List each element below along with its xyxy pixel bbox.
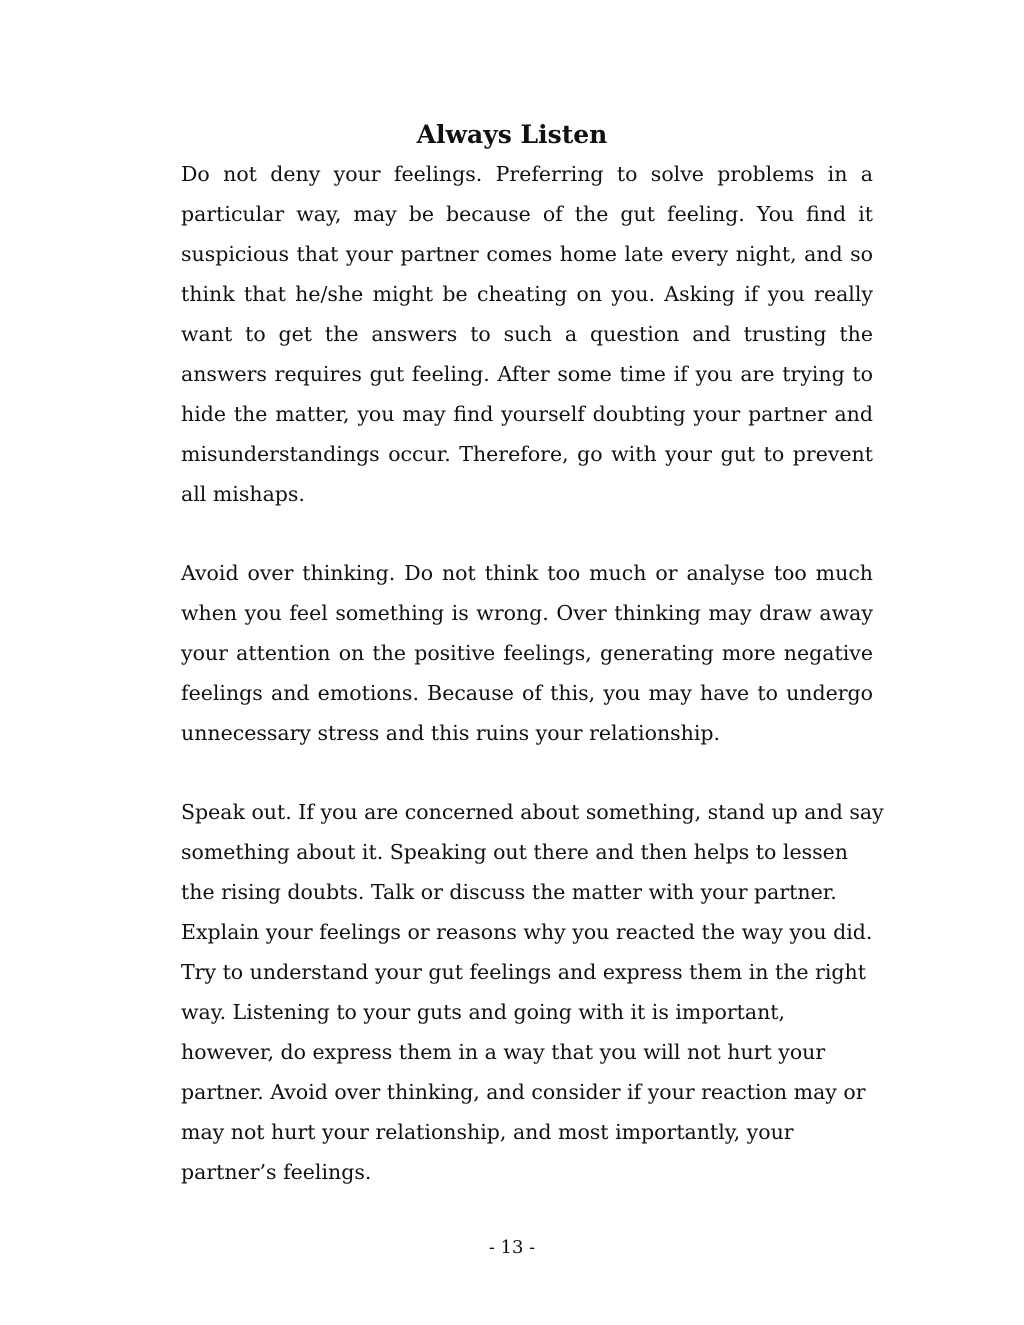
paragraph-line: Speak out. If you are concerned about something, stand up and say xyxy=(181,800,884,824)
paragraph-line: think that he/she might be cheating on you. Asking if you really xyxy=(181,282,873,306)
paragraph-line: when you feel something is wrong. Over thinking may draw away xyxy=(181,601,873,625)
paragraph-line: suspicious that your partner comes home late every night, and so xyxy=(181,242,873,266)
paragraph-line: something about it. Speaking out there and then helps to lessen xyxy=(181,840,848,864)
paragraph-line: all mishaps. xyxy=(181,482,305,506)
paragraph-line: want to get the answers to such a question and trusting the xyxy=(181,322,873,346)
paragraph-line: misunderstandings occur. Therefore, go with your gut to prevent xyxy=(181,442,873,466)
paragraph-line: answers requires gut feeling. After some time if you are trying to xyxy=(181,362,873,386)
paragraph-line: however, do express them in a way that you will not hurt your xyxy=(181,1040,826,1064)
paragraph-line: Explain your feelings or reasons why you reacted the way you did. xyxy=(181,920,873,944)
paragraph-line: partner. Avoid over thinking, and consider if your reaction may or xyxy=(181,1080,866,1104)
paragraph-line: the rising doubts. Talk or discuss the matter with your partner. xyxy=(181,880,837,904)
paragraph-avoid-over-thinking xyxy=(181,553,873,753)
paragraph-speak-out xyxy=(181,792,884,1192)
paragraph-line: your attention on the positive feelings, generating more negative xyxy=(181,641,873,665)
paragraph-line: way. Listening to your guts and going with it is important, xyxy=(181,1000,786,1024)
paragraph-line: unnecessary stress and this ruins your relationship. xyxy=(181,721,721,745)
paragraph-line: may not hurt your relationship, and most importantly, your xyxy=(181,1120,794,1144)
paragraph-line: feelings and emotions. Because of this, you may have to undergo xyxy=(181,681,873,705)
paragraph-gut-feelings xyxy=(181,154,873,514)
paragraph-line: particular way, may be because of the gut feeling. You find it xyxy=(181,202,873,226)
paragraph-line: Avoid over thinking. Do not think too much or analyse too much xyxy=(181,561,873,585)
paragraph-line: Do not deny your feelings. Preferring to solve problems in a xyxy=(181,162,873,186)
section-heading: Always Listen xyxy=(416,120,608,149)
page-number: - 13 - xyxy=(488,1237,536,1258)
paragraph-line: partner’s feelings. xyxy=(181,1160,372,1184)
paragraph-line: hide the matter, you may find yourself doubting your partner and xyxy=(181,402,873,426)
paragraph-line: Try to understand your gut feelings and express them in the right xyxy=(181,960,866,984)
